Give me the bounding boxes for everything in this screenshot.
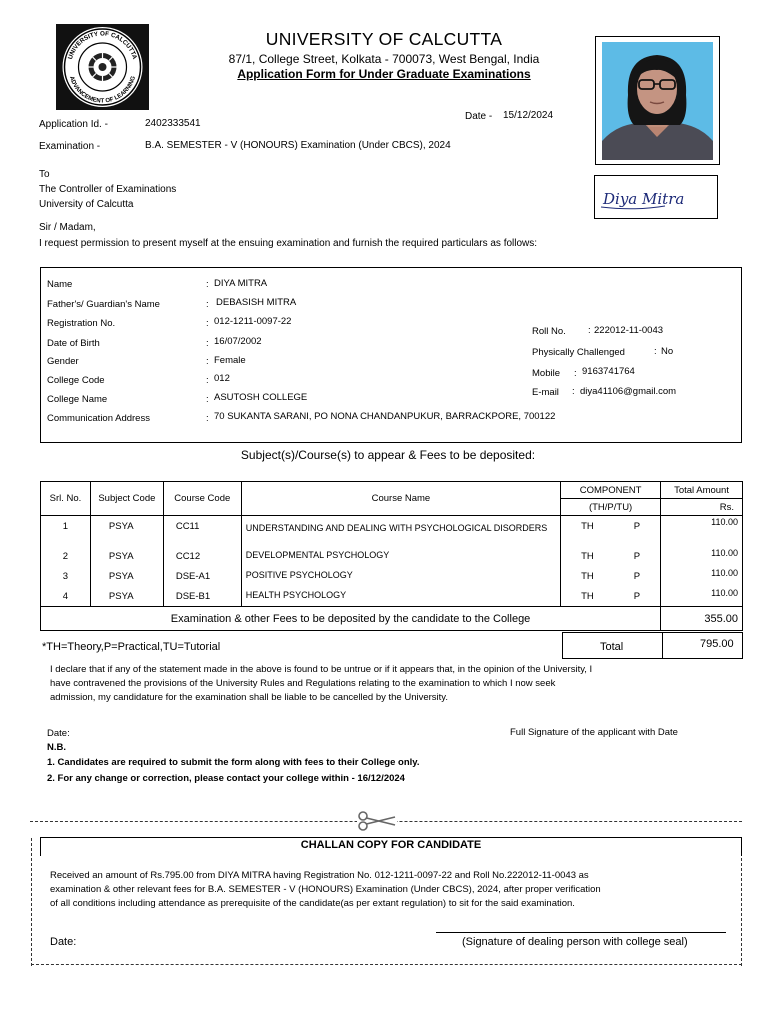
letter-controller: The Controller of Examinations: [39, 184, 177, 195]
examination-label: Examination -: [39, 141, 101, 152]
col-header-subject: Subject Code: [90, 482, 163, 516]
subjects-table: [40, 481, 743, 631]
father-value: DEBASISH MITRA: [216, 297, 297, 308]
table-row: [41, 516, 743, 548]
colon: :: [574, 368, 577, 379]
registration-label: Registration No.: [47, 318, 116, 329]
form-title: Application Form for Under Graduate Examinations: [237, 67, 531, 81]
cell-course-name: POSITIVE PSYCHOLOGY: [241, 568, 560, 588]
challan-line-2: examination & other relevant fees for B.A. SEMESTER - V (HONOURS) Examination (Under CBCS), 2024, after proper verification: [50, 884, 601, 895]
declaration-date-label: Date:: [47, 728, 70, 739]
applicant-signature-label: Full Signature of the applicant with Date: [510, 727, 678, 738]
note-2: 2. For any change or correction, please contact your college within - 16/12/2024: [47, 773, 405, 784]
university-title: UNIVERSITY OF CALCUTTA: [265, 29, 503, 49]
name-value: DIYA MITRA: [214, 278, 268, 289]
component-p: P: [633, 521, 641, 532]
colon: :: [206, 299, 209, 310]
letter-university: University of Calcutta: [39, 199, 134, 210]
cell-course-code: DSE-B1: [163, 588, 241, 607]
examination-value: B.A. SEMESTER - V (HONOURS) Examination (Under CBCS), 2024: [145, 140, 451, 151]
total-label: Total: [600, 641, 624, 653]
col-header-course-name: Course Name: [241, 482, 560, 516]
applicant-photo: [595, 36, 720, 165]
college-name-label: College Name: [47, 394, 108, 405]
declaration-line-1: I declare that if any of the statement made in the above is found to be untrue or if it appears that, in the opinion of the University, I: [50, 664, 593, 675]
father-label: Father's/ Guardian's Name: [47, 299, 160, 310]
colon: :: [572, 386, 575, 397]
challan-border-right: [741, 838, 742, 966]
col-header-component: COMPONENT: [561, 482, 661, 499]
declaration-line-3: admission, my candidature for the examination shall be liable to be cancelled by the University.: [50, 692, 448, 703]
address-label: Communication Address: [47, 413, 150, 424]
table-row: [41, 548, 743, 568]
application-id-value: 2402333541: [145, 118, 201, 129]
mobile-label: Mobile: [532, 368, 560, 379]
university-logo: [56, 24, 149, 110]
total-divider: [662, 632, 663, 659]
component-legend: *TH=Theory,P=Practical,TU=Tutorial: [42, 641, 221, 653]
total-amount: 795.00: [700, 638, 734, 650]
cell-srl: 2: [41, 548, 91, 568]
component-p: P: [633, 550, 641, 562]
colon: :: [206, 279, 209, 290]
letter-salutation: Sir / Madam,: [39, 222, 96, 233]
challan-border-bottom: [31, 964, 742, 965]
mobile-value: 9163741764: [582, 366, 635, 377]
physically-challenged-label: Physically Challenged: [532, 347, 625, 358]
table-row: [41, 568, 743, 588]
cell-srl: 1: [41, 516, 91, 548]
other-fees-amount: 355.00: [661, 607, 743, 631]
college-name-value: ASUTOSH COLLEGE: [214, 392, 308, 403]
component-p: P: [633, 570, 641, 582]
challan-date-label: Date:: [50, 936, 77, 948]
applicant-signature-image: [594, 175, 718, 219]
cell-subject: PSYA: [90, 548, 163, 568]
cell-subject: PSYA: [90, 568, 163, 588]
cell-component: [561, 588, 661, 607]
challan-border-left: [31, 838, 32, 966]
date-value: 15/12/2024: [503, 110, 554, 121]
physically-challenged-value: No: [661, 346, 674, 357]
signature-text: Diya Mitra: [603, 190, 685, 208]
component-th: TH: [581, 550, 594, 562]
cell-course-name: HEALTH PSYCHOLOGY: [241, 588, 560, 607]
col-header-total: Total Amount: [661, 482, 743, 499]
component-p: P: [633, 590, 641, 602]
cell-component: [561, 516, 661, 548]
email-label: E-mail: [532, 387, 559, 398]
dob-label: Date of Birth: [47, 338, 100, 349]
colon: :: [206, 338, 209, 349]
colon: :: [206, 413, 209, 424]
university-address: 87/1, College Street, Kolkata - 700073, West Bengal, India: [228, 52, 540, 66]
cell-component: [561, 568, 661, 588]
declaration-line-2: have contravened the provisions of the University Rules and Regulations relating to the examination to which I now seek: [50, 678, 556, 689]
letter-request: I request permission to present myself at the ensuing examination and furnish the required particulars as follows:: [39, 238, 538, 249]
gender-value: Female: [214, 355, 246, 366]
cell-amount: 110.00: [661, 516, 743, 548]
component-th: TH: [581, 570, 594, 582]
note-1: 1. Candidates are required to submit the form along with fees to their College only.: [47, 757, 420, 768]
component-th: TH: [581, 521, 594, 532]
cell-srl: 3: [41, 568, 91, 588]
cell-course-name: DEVELOPMENTAL PSYCHOLOGY: [241, 548, 560, 568]
other-fees-label: Examination & other Fees to be deposited by the candidate to the College: [41, 607, 661, 631]
other-fees-row: [41, 607, 743, 631]
colon: :: [206, 375, 209, 386]
date-label: Date -: [465, 111, 493, 122]
email-value: diya41106@gmail.com: [580, 386, 677, 397]
challan-line-3: of all conditions including attendance as prerequisite of the candidate(as per extant regulation) to sit for the said examination.: [50, 898, 575, 909]
subjects-heading: Subject(s)/Course(s) to appear & Fees to be deposited:: [240, 448, 536, 462]
cell-srl: 4: [41, 588, 91, 607]
scissors-icon: [357, 811, 397, 831]
college-code-value: 012: [214, 373, 230, 384]
application-id-label: Application Id. -: [39, 119, 108, 130]
letter-to: To: [39, 169, 50, 180]
cell-course-code: CC11: [163, 516, 241, 548]
college-code-label: College Code: [47, 375, 105, 386]
col-header-srl: Srl. No.: [41, 482, 91, 516]
col-header-course-code: Course Code: [163, 482, 241, 516]
registration-value: 012-1211-0097-22: [214, 316, 292, 327]
college-signature-label: (Signature of dealing person with college seal): [462, 936, 688, 948]
cell-subject: PSYA: [90, 516, 163, 548]
gender-label: Gender: [47, 356, 79, 367]
cell-subject: PSYA: [90, 588, 163, 607]
roll-value: 222012-11-0043: [594, 325, 664, 336]
col-header-component-sub: (TH/P/TU): [561, 499, 661, 516]
colon: :: [588, 325, 591, 336]
cell-course-code: DSE-A1: [163, 568, 241, 588]
colon: :: [206, 394, 209, 405]
name-label: Name: [47, 279, 73, 290]
challan-line-1: Received an amount of Rs.795.00 from DIYA MITRA having Registration No. 012-1211-0097-22 and Roll No.222012-11-0043 as: [50, 870, 589, 881]
cell-component: [561, 548, 661, 568]
cell-course-code: CC12: [163, 548, 241, 568]
challan-title: CHALLAN COPY FOR CANDIDATE: [300, 839, 482, 851]
address-value: 70 SUKANTA SARANI, PO NONA CHANDANPUKUR, BARRACKPORE, 700122: [214, 411, 556, 422]
cell-amount: 110.00: [661, 568, 743, 588]
dob-value: 16/07/2002: [214, 336, 262, 347]
component-th: TH: [581, 590, 594, 602]
cell-amount: 110.00: [661, 588, 743, 607]
cell-amount: 110.00: [661, 548, 743, 568]
roll-label: Roll No.: [532, 326, 566, 337]
signature-line: [436, 932, 726, 933]
logo-text-bottom: ADVANCEMENT OF LEARNING: [67, 75, 138, 105]
col-header-rs: Rs.: [661, 499, 743, 516]
cell-course-name: UNDERSTANDING AND DEALING WITH PSYCHOLOGICAL DISORDERS: [241, 516, 560, 548]
table-header-row: [41, 482, 743, 499]
colon: :: [206, 356, 209, 367]
logo-text-top: UNIVERSITY OF CALCUTTA: [67, 30, 138, 61]
nb-label: N.B.: [47, 742, 66, 753]
colon: :: [206, 318, 209, 329]
colon: :: [654, 346, 657, 357]
table-row: [41, 588, 743, 607]
